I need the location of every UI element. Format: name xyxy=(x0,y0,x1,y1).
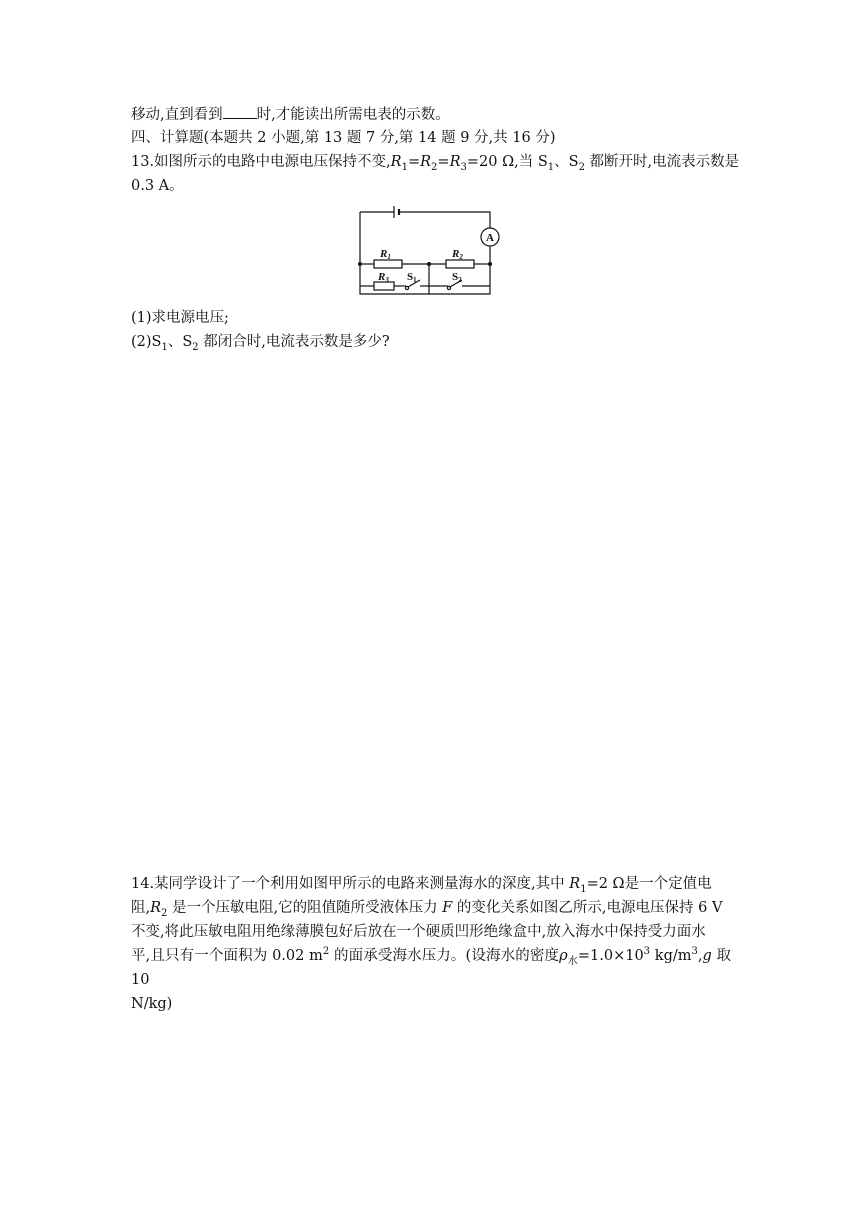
label-r3: R3 xyxy=(378,271,389,284)
superscript: 3 xyxy=(691,946,698,958)
q14-stem xyxy=(131,872,731,1016)
q14-line2 xyxy=(131,896,731,920)
q13-part2 xyxy=(131,332,390,352)
var-r: R xyxy=(150,900,162,916)
label-s1: S1 xyxy=(407,271,417,284)
text-fragment: 阻, xyxy=(131,900,151,916)
text-fragment: = xyxy=(437,154,450,170)
subscript: 水 xyxy=(567,955,578,967)
text-fragment: =1.0×10 xyxy=(577,948,644,964)
q14-line5: N/kg) xyxy=(131,996,173,1012)
subscript: 1 xyxy=(580,883,587,895)
superscript: 3 xyxy=(643,946,651,958)
var-r: R xyxy=(569,876,581,892)
subscript: 2 xyxy=(578,161,585,173)
var-r: R xyxy=(449,154,461,170)
text-fragment: 取 10 xyxy=(131,948,731,988)
text-fragment: =20 Ω,当 S xyxy=(466,154,548,170)
subscript: 2 xyxy=(161,907,168,919)
text-fragment: kg/m xyxy=(650,948,692,964)
resistor-r3 xyxy=(374,282,394,290)
q13-stem-line2: 0.3 A。 xyxy=(131,178,184,194)
resistor-r2 xyxy=(446,260,474,268)
section-heading: 四、计算题(本题共 2 小题,第 13 题 7 分,第 14 题 9 分,共 16 分) xyxy=(131,130,556,146)
text-fragment: 都闭合时,电流表示数是多少? xyxy=(198,334,390,350)
text-fragment: 是一个压敏电阻,它的阻值随所受液体压力 xyxy=(167,900,443,916)
answer-blank[interactable] xyxy=(223,104,257,119)
subscript: 2 xyxy=(431,161,438,173)
q13-stem-line1 xyxy=(131,152,739,172)
q14-line1 xyxy=(131,872,731,896)
label-s2: S2 xyxy=(452,271,462,284)
subscript: 3 xyxy=(460,161,467,173)
wire-top-right xyxy=(399,212,490,228)
resistor-r1 xyxy=(374,260,402,268)
var-r: R xyxy=(420,154,432,170)
text-fragment: 13.如图所示的电路中电源电压保持不变, xyxy=(131,154,391,170)
text-fragment: 时,才能读出所需电表的示数。 xyxy=(256,107,450,123)
var-g: g xyxy=(702,948,712,964)
text-fragment: 的变化关系如图乙所示,电源电压保持 6 V xyxy=(452,900,723,916)
previous-question-tail xyxy=(131,104,450,125)
text-fragment: (2)S xyxy=(131,334,162,350)
subscript: 1 xyxy=(161,341,168,353)
text-fragment: 平,且只有一个面积为 0.02 m xyxy=(131,948,323,964)
junction-dot xyxy=(358,262,362,266)
text-fragment: 都断开时,电流表示数是 xyxy=(584,154,740,170)
text-fragment: 14.某同学设计了一个利用如图甲所示的电路来测量海水的深度,其中 xyxy=(131,876,570,892)
text-fragment: 的面承受海水压力。(设海水的密度 xyxy=(329,948,560,964)
q14-line3: 不变,将此压敏电阻用绝缘薄膜包好后放在一个硬质凹形绝缘盒中,放入海水中保持受力面水 xyxy=(131,924,706,940)
var-rho: ρ xyxy=(559,948,568,964)
text-fragment: , xyxy=(697,948,703,964)
text-fragment: 、S xyxy=(167,334,193,350)
subscript: 1 xyxy=(401,161,408,173)
ammeter-label: A xyxy=(486,232,494,244)
q14-line4 xyxy=(131,944,731,992)
superscript: 2 xyxy=(322,946,330,958)
var-r: R xyxy=(390,154,402,170)
junction-dot xyxy=(488,262,492,266)
var-f: F xyxy=(442,900,453,916)
circuit-diagram xyxy=(352,200,502,300)
subscript: 1 xyxy=(547,161,555,173)
q13-part1: (1)求电源电压; xyxy=(131,310,229,326)
text-fragment: 移动,直到看到 xyxy=(131,107,223,123)
text-fragment: 、S xyxy=(554,154,579,170)
text-fragment: = xyxy=(407,154,421,170)
label-r1: R1 xyxy=(380,248,391,261)
subscript: 2 xyxy=(192,341,199,353)
text-fragment: =2 Ω是一个定值电 xyxy=(586,876,712,892)
label-r2: R2 xyxy=(452,248,463,261)
